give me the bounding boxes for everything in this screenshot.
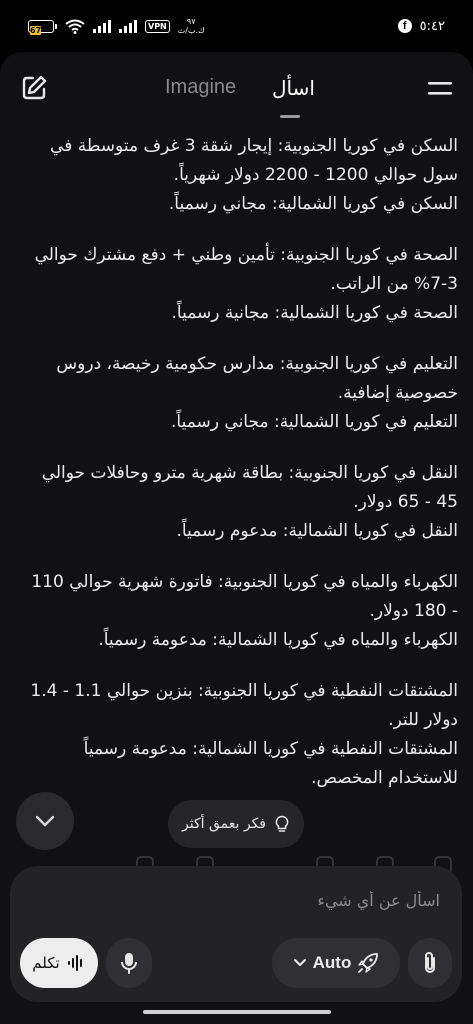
active-tab-indicator xyxy=(280,115,300,118)
voice-mode-label: تكلم xyxy=(32,954,60,972)
wifi-icon xyxy=(65,19,85,34)
network-speed: ٩٧ ك.ب/ث xyxy=(177,17,205,35)
status-right xyxy=(398,19,445,34)
facebook-notification-icon: f xyxy=(398,19,412,33)
clock: ٥:٤٢ xyxy=(419,18,445,34)
think-deeper-button[interactable] xyxy=(168,800,304,848)
signal-icon-2 xyxy=(119,20,137,33)
message-input[interactable] xyxy=(40,884,440,916)
status-icons xyxy=(28,17,205,35)
tab-imagine[interactable]: Imagine xyxy=(165,76,237,98)
voice-mode-button[interactable] xyxy=(20,938,98,988)
mode-selector-label: Auto xyxy=(312,953,352,972)
mode-selector[interactable] xyxy=(272,938,400,988)
waveform-icon xyxy=(66,953,86,973)
chevron-down-icon xyxy=(34,814,56,828)
paperclip-icon xyxy=(421,951,439,975)
paragraph-housing: السكن في كوريا الجنوبية: إيجار شقة 3 غرف متوسطة في سول حوالي 1200 - 2200 دولار شهرياً. السكن في كوريا الشمالية: مجاني رسمياً. xyxy=(50,136,458,214)
paragraph-health: الصحة في كوريا الجنوبية: تأمين وطني + دفع مشترك حوالي 3-7% من الراتب. الصحة في كوريا الشمالية: مجانية رسمياً. xyxy=(34,245,458,323)
status-bar xyxy=(0,0,473,52)
battery-level: 67 xyxy=(30,25,42,35)
rocket-icon xyxy=(357,952,379,974)
scroll-down-button[interactable] xyxy=(16,792,74,850)
home-indicator xyxy=(143,1010,331,1014)
think-deeper-label: فكر بعمق أكثر xyxy=(182,816,266,832)
dictation-button[interactable] xyxy=(106,938,152,988)
paragraph-transport: النقل في كوريا الجنوبية: بطاقة شهرية مترو وحافلات حوالي 45 - 65 دولار. النقل في كوريا الشمالية: مدعوم رسمياً. xyxy=(41,463,458,541)
header xyxy=(0,52,473,124)
vpn-badge: VPN xyxy=(145,20,170,33)
paragraph-utilities: الكهرباء والمياه في كوريا الجنوبية: فاتورة شهرية حوالي 110 - 180 دولار. الكهرباء والمياه في كوريا الشمالية: مدعومة رسمياً. xyxy=(31,572,458,650)
microphone-icon xyxy=(120,952,138,974)
new-chat-icon[interactable] xyxy=(20,74,48,102)
chevron-down-icon xyxy=(293,958,307,968)
paragraph-fuel: المشتقات النفطية في كوريا الجنوبية: بنزين حوالي 1.1 - 1.4 دولار للتر. المشتقات النفطية في كوريا الشمالية: مدعومة رسمياً للاستخدام المخصص. xyxy=(30,681,458,788)
battery-icon xyxy=(28,20,57,33)
response-content xyxy=(0,132,473,832)
lightbulb-icon xyxy=(274,815,290,833)
tab-ask[interactable]: اسأل xyxy=(272,76,315,100)
paragraph-education: التعليم في كوريا الجنوبية: مدارس حكومية رخيصة، دروس خصوصية إضافية. التعليم في كوريا الشمالية: مجاني رسمياً. xyxy=(56,354,458,432)
attach-button[interactable] xyxy=(408,938,452,988)
chat-app xyxy=(0,52,473,1024)
menu-icon[interactable] xyxy=(427,76,453,100)
composer xyxy=(10,866,462,1002)
signal-icon-1 xyxy=(93,20,111,33)
